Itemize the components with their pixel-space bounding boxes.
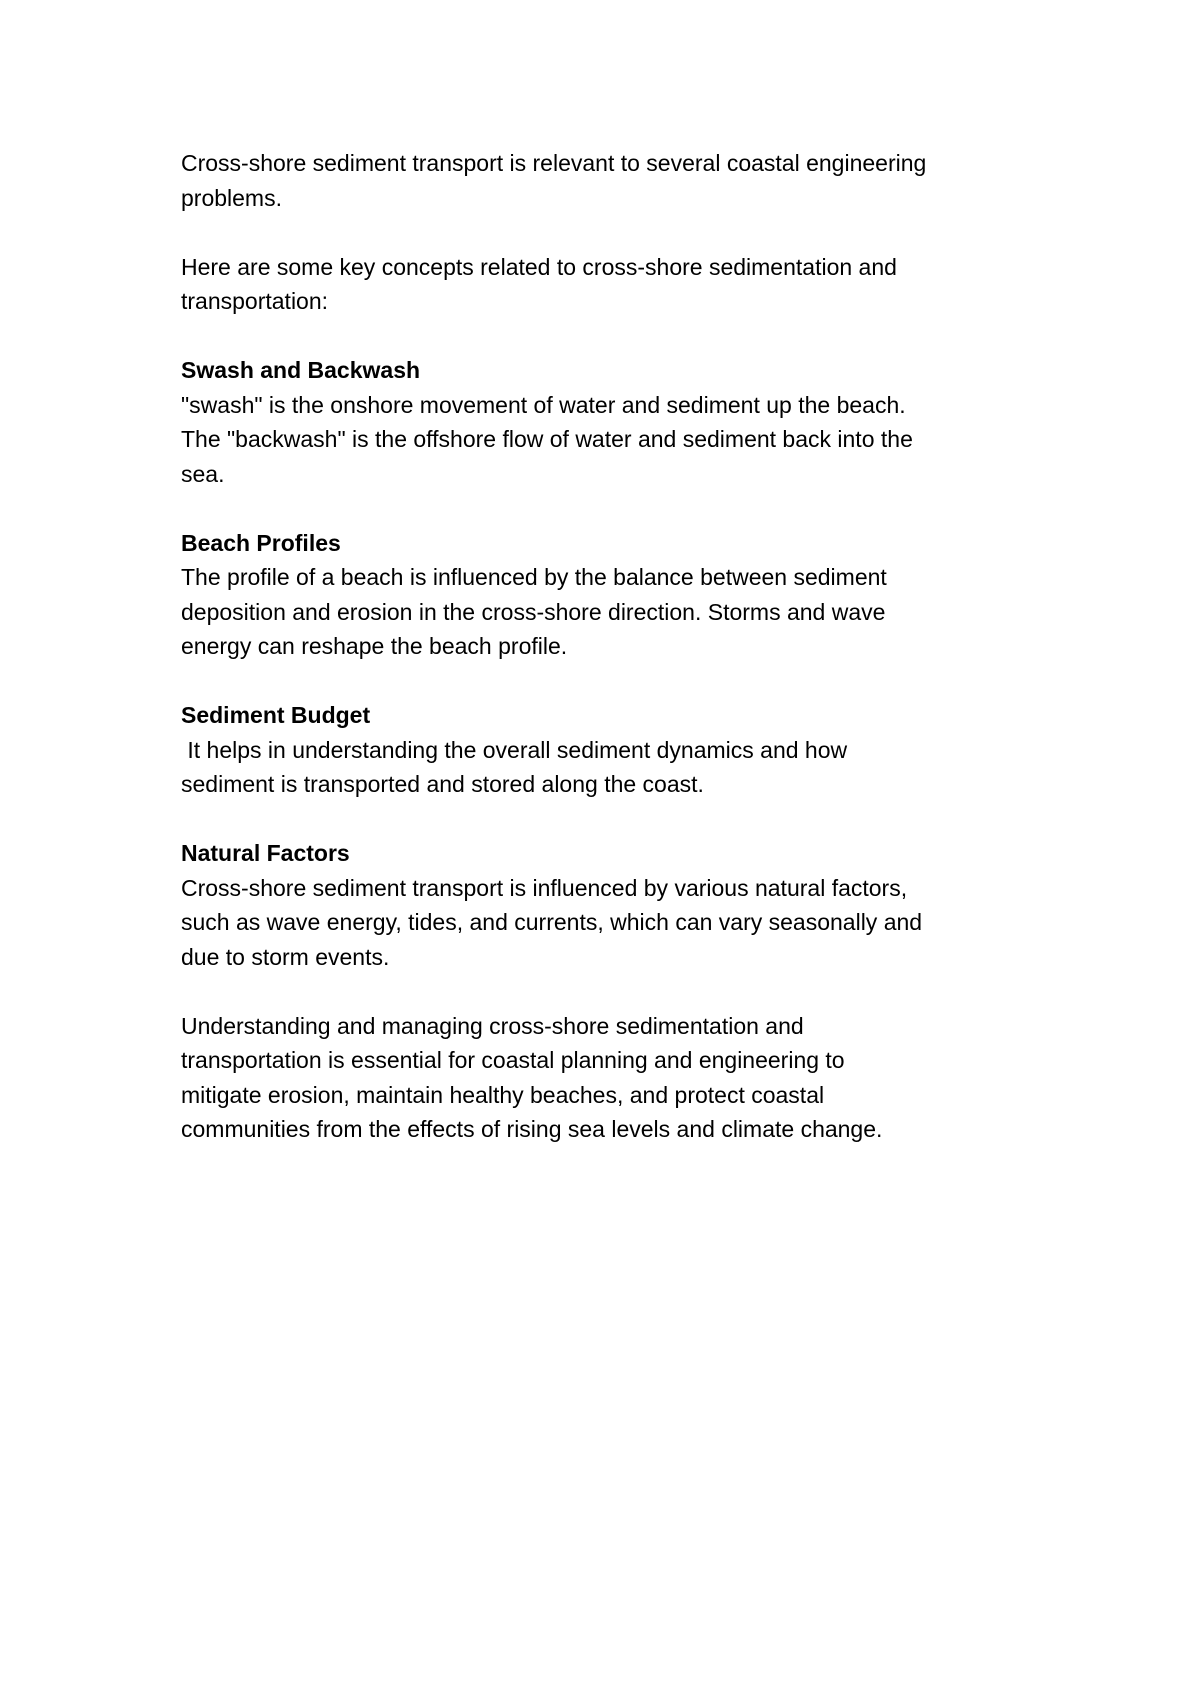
conclusion-line: mitigate erosion, maintain healthy beaches, and protect coastal (181, 1081, 825, 1108)
section-line: such as wave energy, tides, and currents, which can vary seasonally and (181, 909, 923, 935)
section-heading: Swash and Backwash (181, 357, 421, 383)
conclusion-line: transportation is essential for coastal planning and engineering to (181, 1047, 845, 1073)
lead-paragraph (181, 250, 1041, 319)
intro-paragraph (181, 146, 1041, 215)
section-line: It helps in understanding the overall sediment dynamics and how (181, 736, 848, 763)
section-line: Cross-shore sediment transport is influenced by various natural factors, (181, 874, 908, 901)
lead-line: transportation: (181, 288, 329, 314)
section-line: sea. (181, 460, 225, 487)
lead-line: Here are some key concepts related to cross-shore sedimentation and (181, 253, 897, 280)
paragraph-spacer (181, 319, 1041, 354)
section-natural-factors (181, 836, 1041, 974)
section-line: The "backwash" is the offshore flow of water and sediment back into the (181, 426, 913, 452)
paragraph-spacer (181, 974, 1041, 1009)
section-line: sediment is transported and stored along the coast. (181, 771, 704, 797)
paragraph-spacer (181, 802, 1041, 837)
paragraph-spacer (181, 664, 1041, 699)
intro-line: problems. (181, 184, 282, 211)
paragraph-spacer (181, 215, 1041, 250)
document-body (181, 146, 1041, 1147)
intro-line: Cross-shore sediment transport is relevant to several coastal engineering (181, 150, 927, 176)
conclusion-line: communities from the effects of rising sea levels and climate change. (181, 1116, 883, 1142)
conclusion-line: Understanding and managing cross-shore sedimentation and (181, 1012, 804, 1039)
section-heading: Sediment Budget (181, 702, 371, 728)
section-line: due to storm events. (181, 943, 390, 970)
section-sediment-budget (181, 698, 1041, 802)
section-line: energy can reshape the beach profile. (181, 633, 568, 659)
section-line: The profile of a beach is influenced by the balance between sediment (181, 564, 887, 590)
section-line: "swash" is the onshore movement of water and sediment up the beach. (181, 391, 906, 418)
paragraph-spacer (181, 491, 1041, 526)
conclusion-paragraph (181, 1009, 1041, 1147)
section-heading: Natural Factors (181, 840, 350, 866)
section-swash-backwash (181, 353, 1041, 491)
section-beach-profiles (181, 526, 1041, 664)
section-heading: Beach Profiles (181, 529, 341, 556)
section-line: deposition and erosion in the cross-shore direction. Storms and wave (181, 598, 886, 625)
